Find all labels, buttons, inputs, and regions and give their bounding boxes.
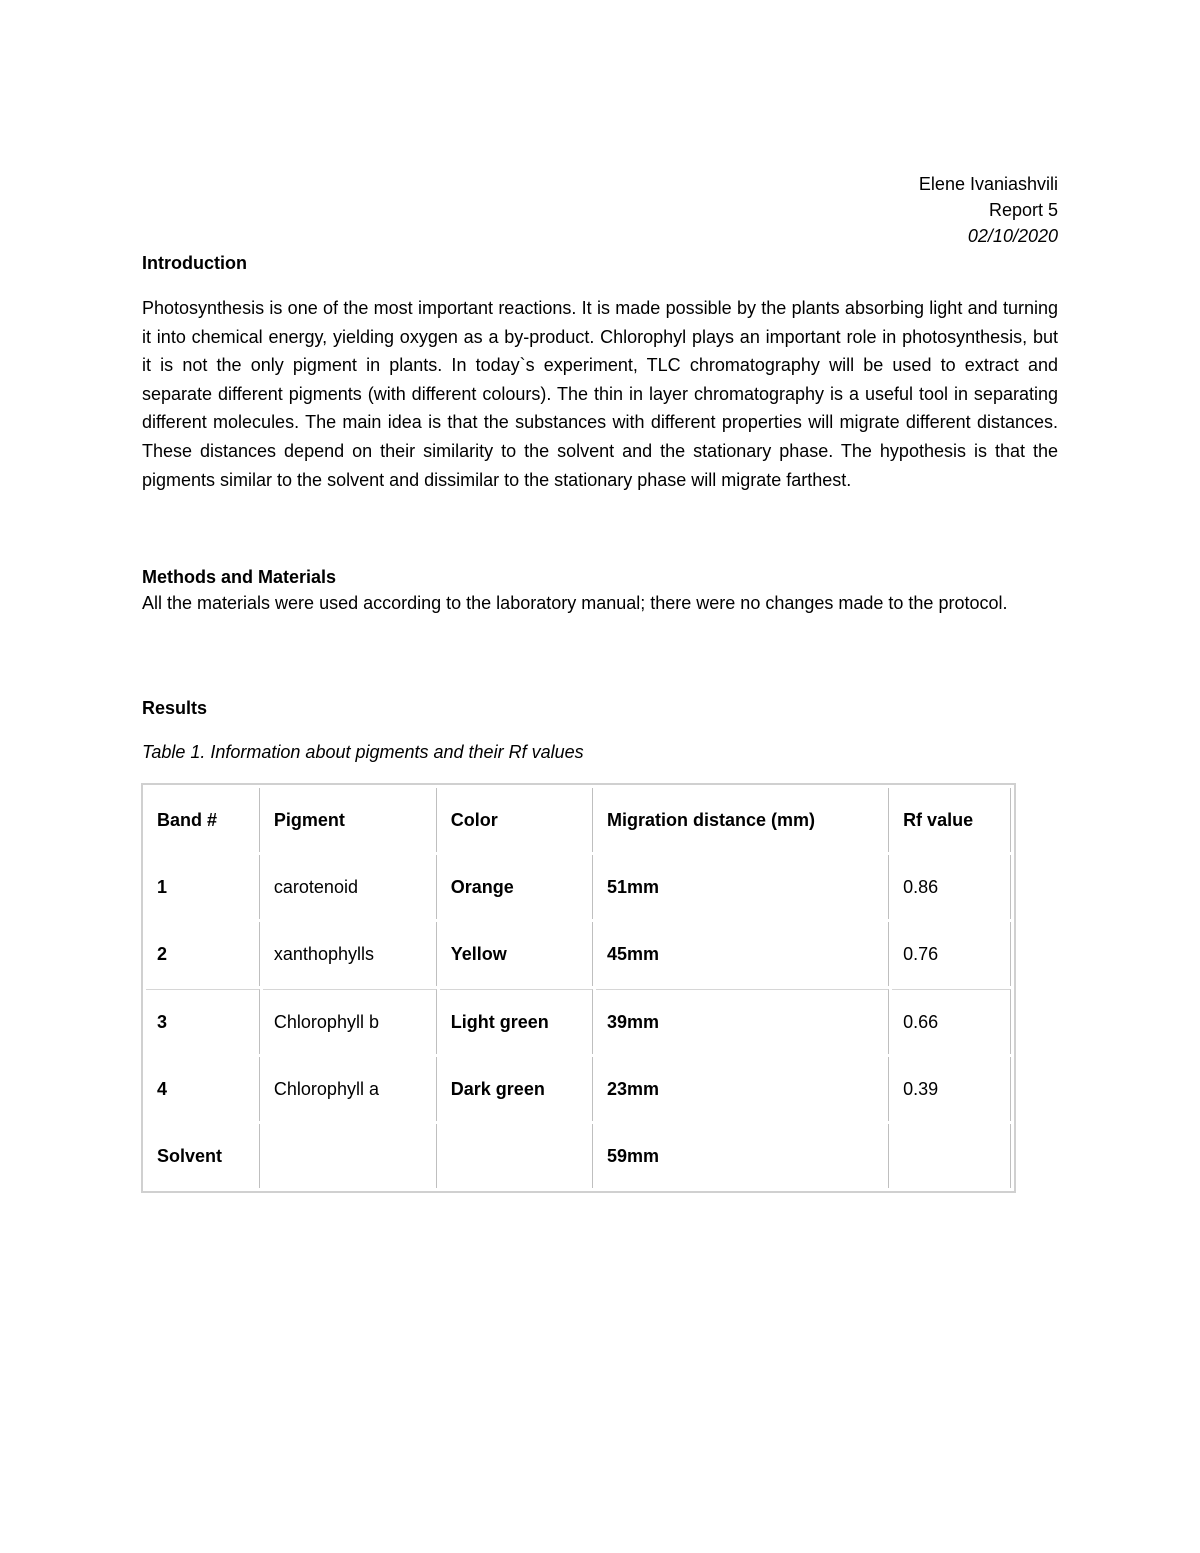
document-header bbox=[919, 171, 1058, 249]
cell-band: Solvent bbox=[146, 1124, 260, 1188]
header-cell-band: Band # bbox=[146, 788, 260, 852]
table-row bbox=[146, 855, 1011, 919]
methods-heading: Methods and Materials bbox=[142, 567, 337, 587]
introduction-paragraph: Photosynthesis is one of the most important reactions. It is made possible by the plants absorbing light and turning it into chemical energy, yielding oxygen as a by-product. Chlorophyl plays an important role in photosynthesis, but it is not the only pigment in plants. In today`s experiment, TLC chromatography will be used to extract and separate different pigments (with different colours). The thin in layer chromatography is a useful tool in separating different molecules. The main idea is that the substances with different properties will migrate different distances. These distances depend on their similarity to the solvent and the stationary phase. The hypothesis is that the pigments similar to the solvent and dissimilar to the stationary phase will migrate farthest. bbox=[142, 298, 1058, 490]
cell-pigment: Chlorophyll b bbox=[263, 989, 437, 1054]
cell-band: 1 bbox=[146, 855, 260, 919]
header-cell-rf: Rf value bbox=[892, 788, 1011, 852]
table-row bbox=[146, 989, 1011, 1054]
cell-rf: 0.76 bbox=[892, 922, 1011, 986]
author-name: Elene Ivaniashvili bbox=[918, 174, 1058, 194]
cell-color: Yellow bbox=[440, 922, 593, 986]
cell-rf: 0.66 bbox=[892, 989, 1011, 1054]
cell-distance: 39mm bbox=[596, 989, 889, 1054]
cell-rf bbox=[892, 1124, 1011, 1188]
report-date: 02/10/2020 bbox=[967, 226, 1058, 246]
header-cell-pigment: Pigment bbox=[263, 788, 437, 852]
cell-distance: 51mm bbox=[596, 855, 889, 919]
cell-band: 3 bbox=[146, 989, 260, 1054]
table-row bbox=[146, 1124, 1011, 1188]
cell-pigment bbox=[263, 1124, 437, 1188]
cell-pigment: xanthophylls bbox=[263, 922, 437, 986]
results-heading: Results bbox=[142, 698, 208, 718]
cell-band: 4 bbox=[146, 1057, 260, 1121]
table-row bbox=[146, 922, 1011, 986]
methods-paragraph: All the materials were used according to the laboratory manual; there were no changes made to the protocol. bbox=[142, 593, 1008, 613]
cell-rf: 0.86 bbox=[892, 855, 1011, 919]
table-caption: Table 1. Information about pigments and their Rf values bbox=[142, 742, 584, 762]
report-number: Report 5 bbox=[988, 200, 1058, 220]
cell-band: 2 bbox=[146, 922, 260, 986]
header-cell-distance: Migration distance (mm) bbox=[596, 788, 889, 852]
cell-distance: 59mm bbox=[596, 1124, 889, 1188]
table-header-row bbox=[146, 788, 1011, 852]
cell-distance: 45mm bbox=[596, 922, 889, 986]
cell-color: Light green bbox=[440, 989, 593, 1054]
cell-color bbox=[440, 1124, 593, 1188]
cell-pigment: carotenoid bbox=[263, 855, 437, 919]
cell-color: Dark green bbox=[440, 1057, 593, 1121]
cell-distance: 23mm bbox=[596, 1057, 889, 1121]
introduction-heading: Introduction bbox=[142, 253, 247, 273]
cell-color: Orange bbox=[440, 855, 593, 919]
results-table bbox=[141, 783, 1016, 1193]
cell-rf: 0.39 bbox=[892, 1057, 1011, 1121]
cell-pigment: Chlorophyll a bbox=[263, 1057, 437, 1121]
table-row bbox=[146, 1057, 1011, 1121]
header-cell-color: Color bbox=[440, 788, 593, 852]
